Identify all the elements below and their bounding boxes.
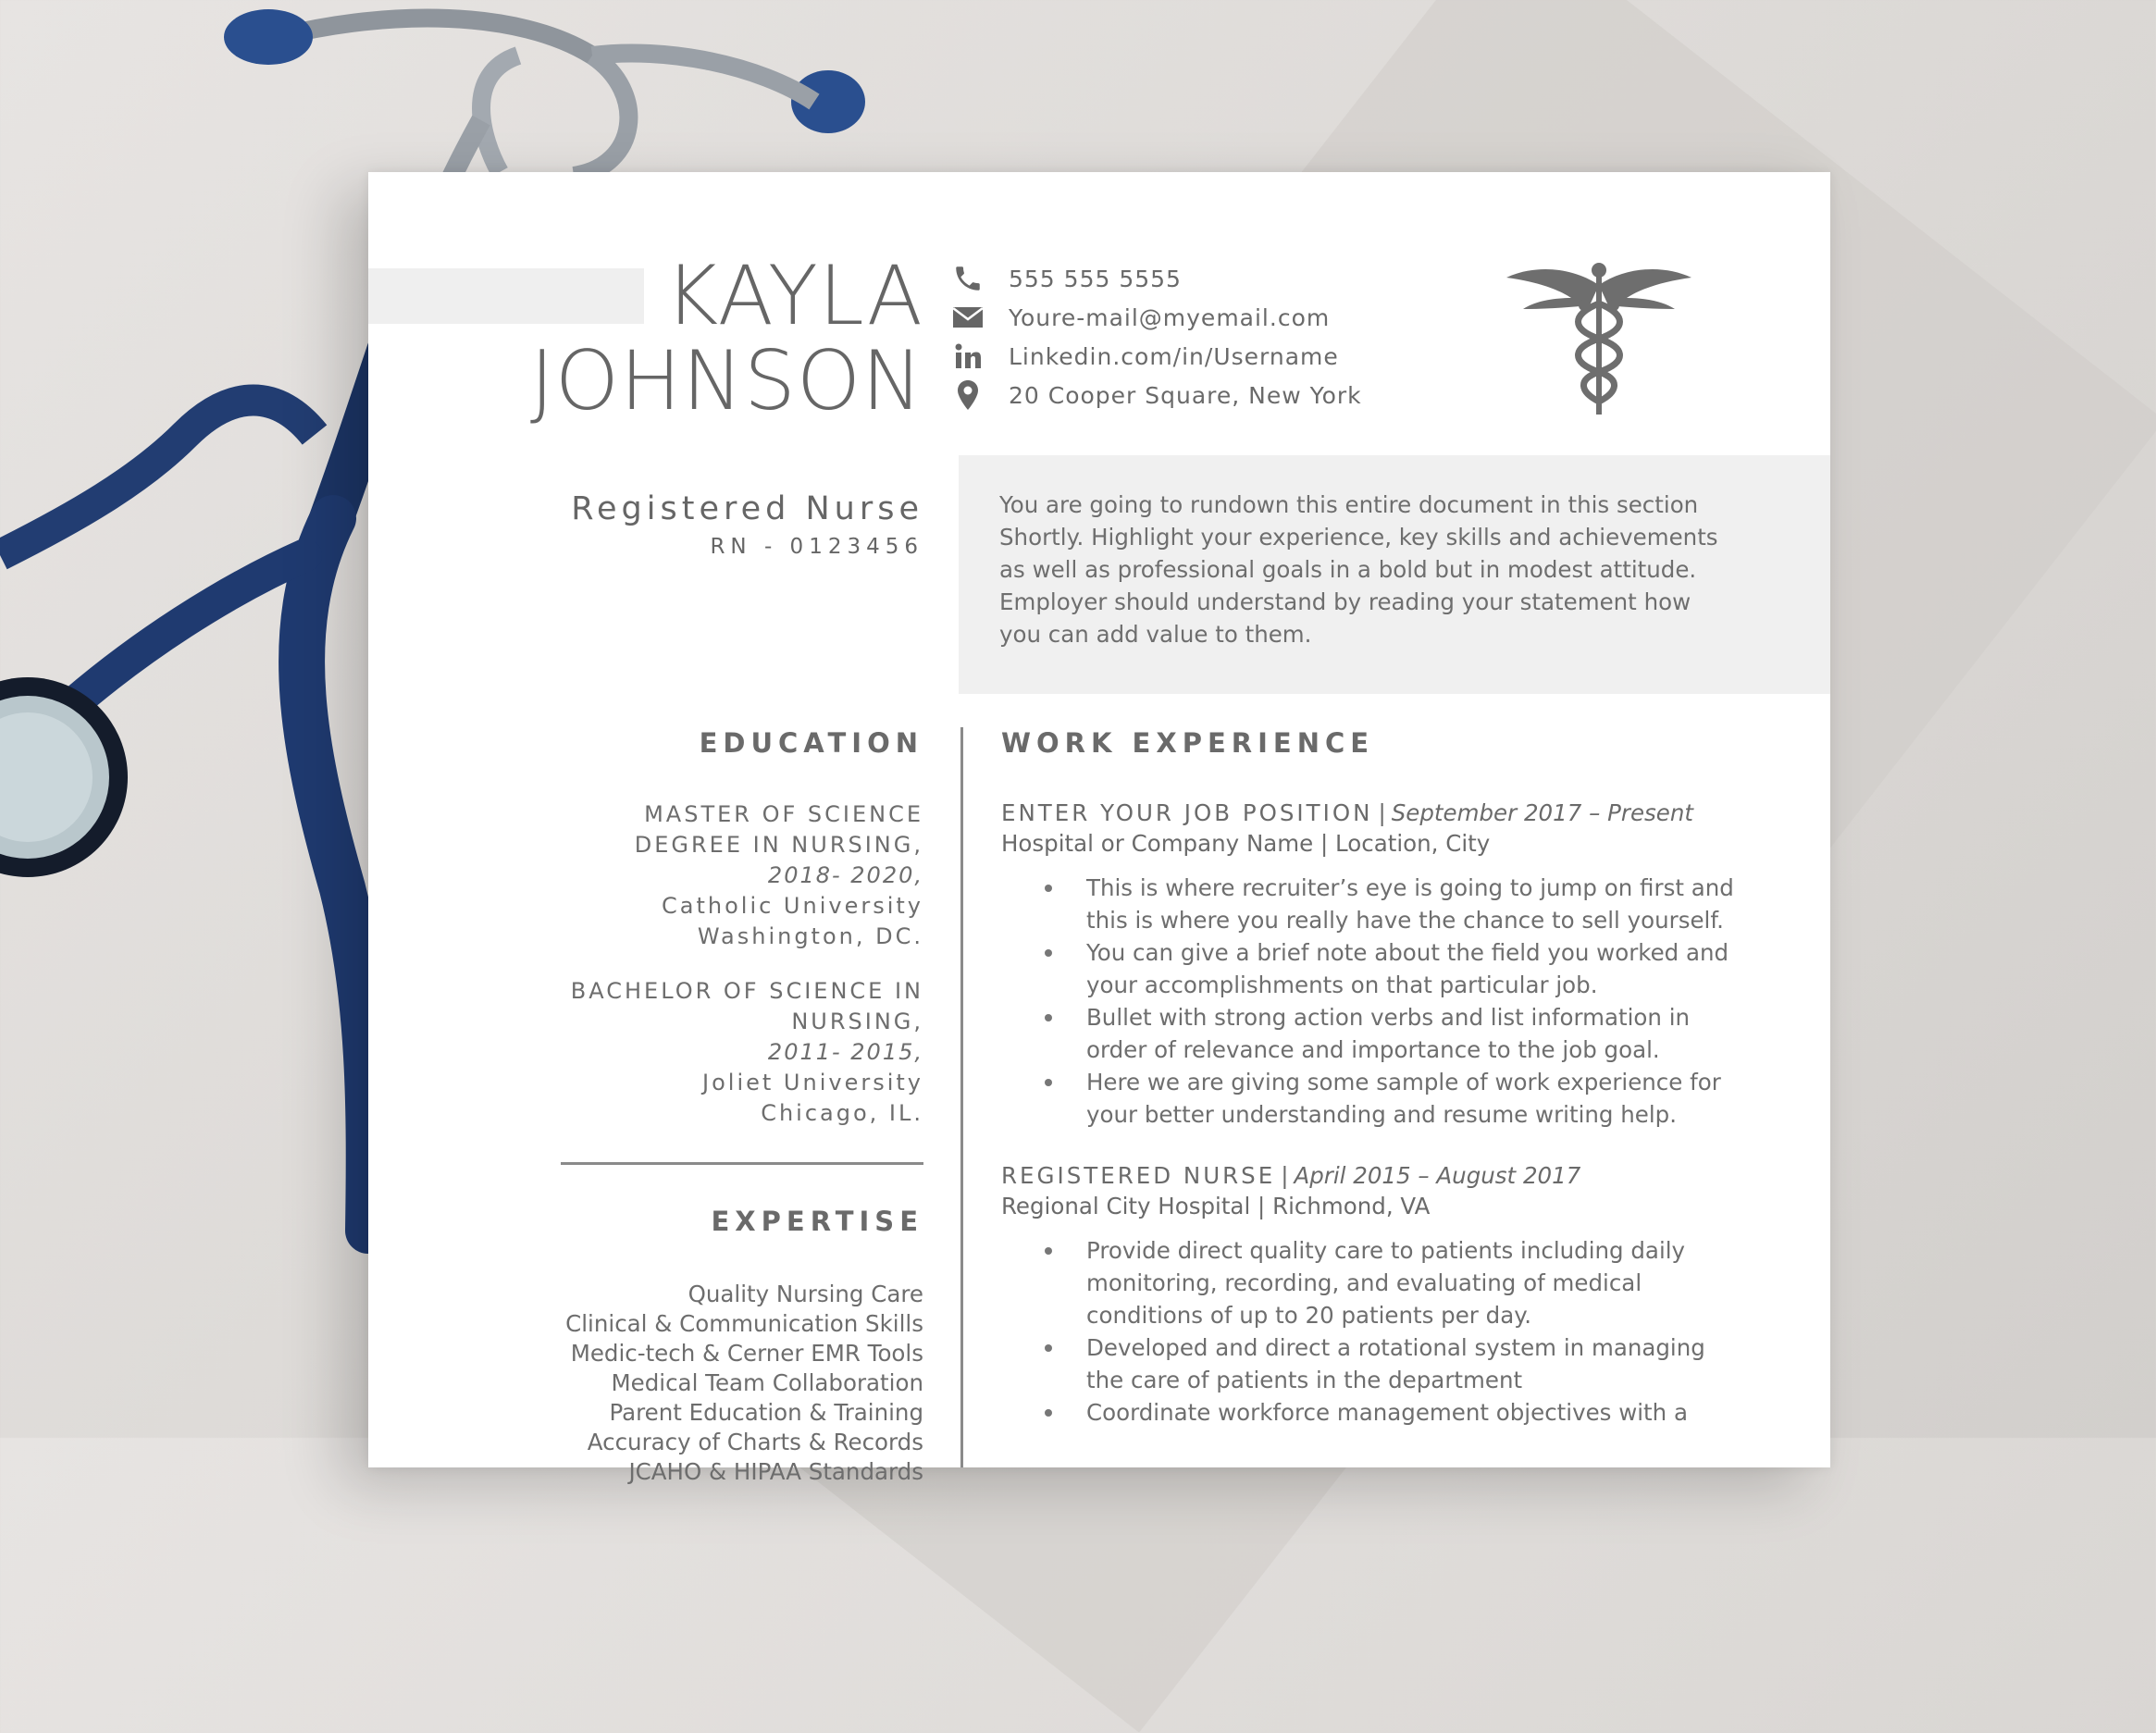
- bullet-text: Developed and direct a rotational system in managing the care of patients in the department: [1086, 1334, 1705, 1393]
- column-divider: [960, 727, 963, 1467]
- bullet-text: Bullet with strong action verbs and list information in order of relevance and importance to the job goal.: [1086, 1004, 1691, 1063]
- map-pin-icon: [949, 377, 986, 414]
- bullet-item: [1001, 1234, 1760, 1331]
- skill-item: Quality Nursing Care: [688, 1281, 923, 1307]
- job-company: Regional City Hospital | Richmond, VA: [1001, 1193, 1431, 1219]
- school-location: Washington, DC.: [697, 923, 923, 949]
- section-divider: [561, 1162, 923, 1165]
- job-company: Hospital or Company Name | Location, City: [1001, 830, 1491, 857]
- email-text: Youre-mail@myemail.com: [1009, 303, 1331, 331]
- summary-text: You are going to rundown this entire document in this section Shortly. Highlight your experience, key skills and achievements as well as professional goals in a bold but in modest attitude. Employer should understand by reading your statement how you can add value to them.: [999, 491, 1718, 648]
- separator: |: [1378, 799, 1386, 826]
- job-entry: [1001, 1162, 1760, 1429]
- school-name: Catholic University: [662, 893, 923, 919]
- resume-page: [368, 172, 1830, 1485]
- job-bullets: [1001, 872, 1760, 1131]
- contact-phone: [949, 259, 1362, 298]
- bullet-text: You can give a brief note about the field you worked and your accomplishments on that particular job.: [1086, 939, 1729, 998]
- skill-item: JCAHO & HIPAA Standards: [628, 1458, 923, 1485]
- last-name: JOHNSON: [529, 333, 923, 428]
- candidate-name: [529, 248, 923, 428]
- job-title: Registered Nurse: [571, 490, 923, 527]
- job-position: REGISTERED NURSE: [1001, 1162, 1276, 1189]
- degree-text: MASTER OF SCIENCE DEGREE IN NURSING,: [634, 801, 923, 858]
- contact-email: [949, 298, 1362, 337]
- expertise-heading: EXPERTISE: [711, 1206, 923, 1237]
- bullet-text: This is where recruiter’s eye is going to jump on first and this is where you really have the chance to sell yourself.: [1086, 874, 1734, 934]
- bullet-item: [1001, 1331, 1760, 1396]
- job-position: ENTER YOUR JOB POSITION: [1001, 799, 1373, 826]
- degree-text: BACHELOR OF SCIENCE IN NURSING,: [570, 978, 923, 1034]
- bullet-text: Provide direct quality care to patients including daily monitoring, recording, and evaluating of medical conditions of up to 20 patients per day.: [1086, 1237, 1686, 1329]
- linkedin-icon: [949, 338, 986, 375]
- phone-icon: [949, 260, 986, 297]
- role-block: [571, 490, 923, 559]
- contact-address: [949, 376, 1362, 415]
- bullet-item: [1001, 1066, 1760, 1131]
- education-item: [535, 976, 923, 1129]
- skill-item: Clinical & Communication Skills: [565, 1310, 923, 1337]
- skill-item: Parent Education & Training: [609, 1399, 923, 1426]
- separator: |: [1281, 1162, 1289, 1189]
- right-column: [1001, 727, 1760, 1429]
- skill-item: Accuracy of Charts & Records: [587, 1429, 923, 1455]
- license-number: RN - 0123456: [710, 535, 923, 559]
- job-entry: [1001, 799, 1760, 1131]
- skill-item: Medical Team Collaboration: [611, 1369, 923, 1396]
- job-dates: April 2015 – August 2017: [1294, 1162, 1581, 1189]
- summary-panel: [959, 455, 1830, 694]
- education-heading: EDUCATION: [699, 727, 923, 759]
- degree-years: 2018- 2020,: [767, 862, 923, 888]
- first-name: KAYLA: [664, 248, 923, 343]
- caduceus-icon: [1506, 257, 1691, 415]
- job-dates: September 2017 – Present: [1391, 799, 1694, 826]
- envelope-icon: [949, 299, 986, 336]
- left-column: [535, 727, 923, 1487]
- phone-text: 555 555 5555: [1009, 265, 1182, 292]
- bullet-text: Coordinate workforce management objectives with a: [1086, 1399, 1688, 1426]
- contact-linkedin: [949, 337, 1362, 376]
- bullet-item: [1001, 1001, 1760, 1066]
- skill-item: Medic-tech & Cerner EMR Tools: [570, 1340, 923, 1367]
- school-location: Chicago, IL.: [761, 1100, 923, 1126]
- bullet-text: Here we are giving some sample of work experience for your better understanding and resume writing help.: [1086, 1069, 1721, 1128]
- school-name: Joliet University: [702, 1070, 923, 1096]
- address-text: 20 Cooper Square, New York: [1009, 381, 1362, 409]
- job-bullets: [1001, 1234, 1760, 1429]
- bullet-item: [1001, 872, 1760, 936]
- work-experience-heading: WORK EXPERIENCE: [1001, 727, 1375, 759]
- bullet-item: [1001, 936, 1760, 1001]
- education-item: [535, 799, 923, 952]
- bullet-item: [1001, 1396, 1760, 1429]
- degree-years: 2011- 2015,: [767, 1039, 923, 1065]
- linkedin-text: Linkedin.com/in/Username: [1009, 342, 1339, 370]
- expertise-list: [535, 1280, 923, 1487]
- contact-info: [949, 259, 1362, 415]
